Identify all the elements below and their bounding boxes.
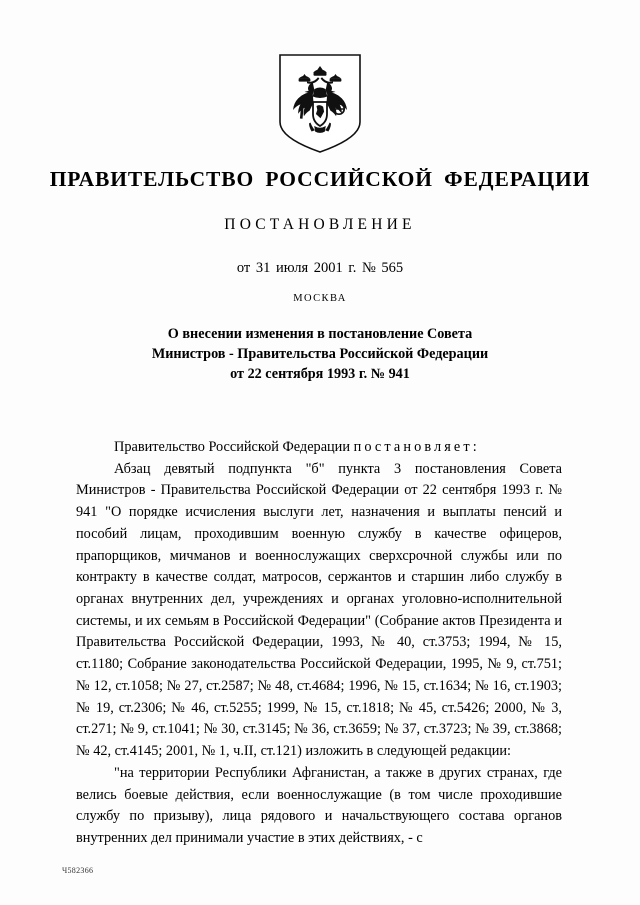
body-paragraph-1: Абзац девятый подпункта "б" пункта 3 постановления Совета Министров - Правительства Российской Федерации от 22 сентября 1993 г. № 941 "О порядке исчисления выслуги лет, назначения и выплаты пенсий и пособий лицам, проходившим военную службу в качестве офицеров, прапорщиков, мичманов и военнослужащих сверхсрочной службы или по контракту в качестве солдат, матросов, сержантов и старшин либо службу в органах внутренних дел, учреждениях и органах уголовно-исполнительной системы, и их семьям в Российской Федерации" (Собрание актов Президента и Правительства Российской Федерации, 1993, № 40, ст.3753; 1994, № 15, ст.1180; Собрание законодательства Российской Федерации, 1995, № 9, ст.751; № 12, ст.1058; № 27, ст.2587; № 48, ст.4684; 1996, № 15, ст.1634; № 16, ст.1903; № 19, ст.2306; № 46, ст.5255; 1999, № 15, ст.1818; № 45, ст.5426; 2000, № 3, ст.271; № 9, ст.1041; № 30, ст.3145; № 36, ст.3659; № 37, ст.3723; № 39, ст.3868; № 42, ст.4145; 2001, № 1, ч.II, ст.121) изложить в следующей редакции: (76, 460, 562, 760)
organization-title: ПРАВИТЕЛЬСТВО РОССИЙСКОЙ ФЕДЕРАЦИИ (49, 167, 591, 191)
body-intro-paragraph (76, 437, 562, 459)
document-header (0, 168, 640, 304)
intro-emphasis-text: постановляет: (353, 439, 480, 455)
subject-line-1: О внесении изменения в постановление Совета (167, 326, 473, 342)
subject-line-3: от 22 сентября 1993 г. № 941 (230, 366, 410, 383)
document-city: МОСКВА (293, 292, 347, 304)
document-body (76, 437, 562, 850)
body-paragraph-2: "на территории Республики Афганистан, а также в других странах, где велись боевые действия, если военнослужащие (в том числе проходившие службу по призыву), лица рядового и начальствующего состава органов внутренних дел принимали участие в этих действиях, - с (76, 764, 562, 846)
intro-prefix-text: Правительство Российской Федерации (114, 439, 354, 455)
subject-line-2: Министров - Правительства Российской Федерации (151, 346, 489, 363)
document-date-number: от 31 июля 2001 г. № 565 (236, 259, 404, 276)
document-kind: ПОСТАНОВЛЕНИЕ (224, 215, 416, 233)
footer-document-code: Ч582366 (62, 866, 94, 875)
russian-federation-coat-of-arms-icon (277, 52, 363, 155)
emblem-container (0, 52, 640, 155)
document-subject (100, 324, 540, 384)
